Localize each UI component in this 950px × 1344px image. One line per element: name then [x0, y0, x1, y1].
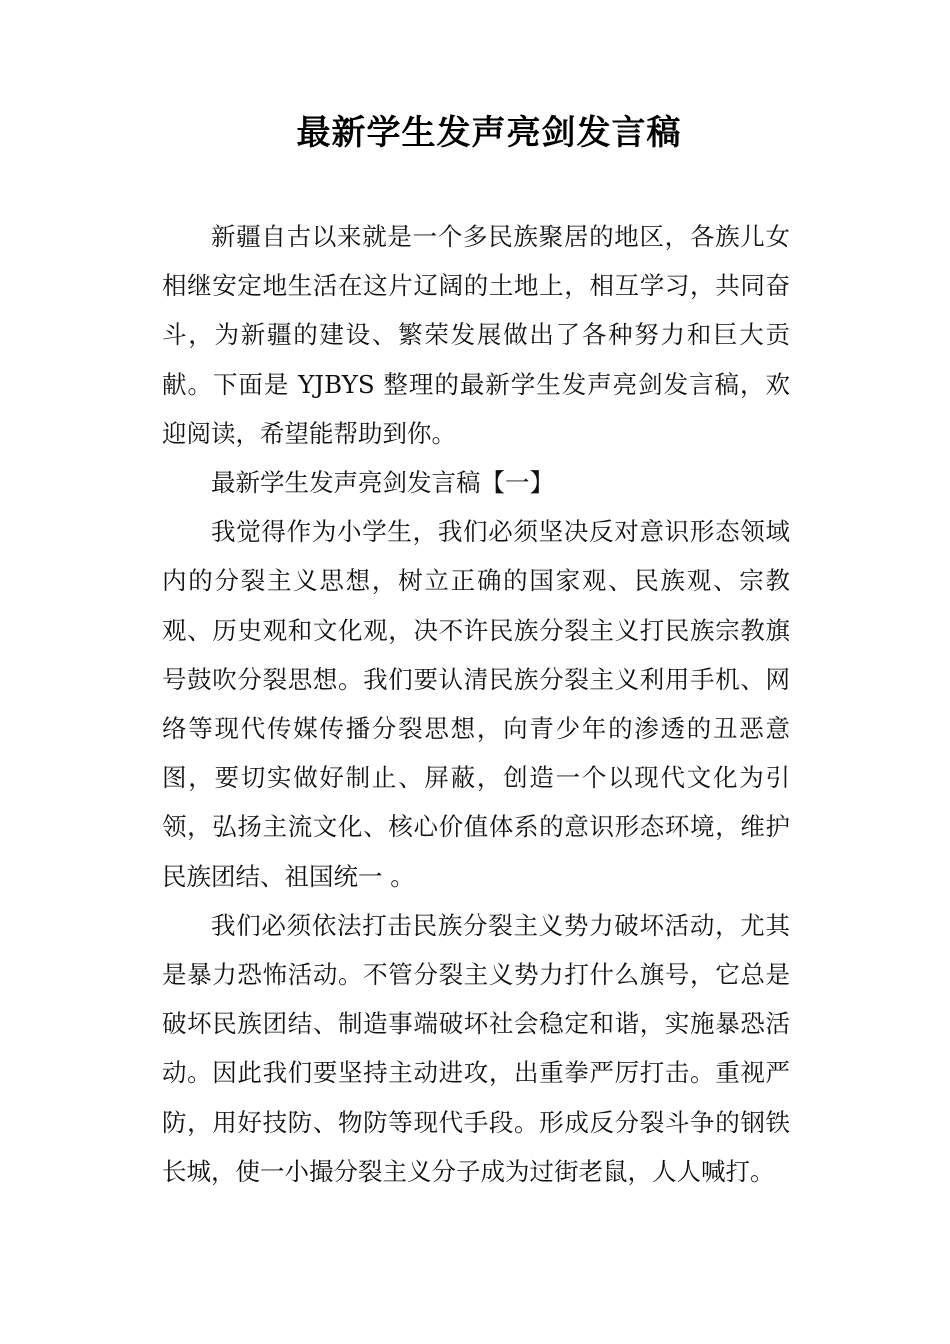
document-body	[162, 212, 790, 1196]
body-paragraph: 我觉得作为小学生，我们必须坚决反对意识形态领域内的分裂主义思想，树立正确的国家观、民族观、宗教观、历史观和文化观，决不许民族分裂主义打民族宗教旗号鼓吹分裂思想。我们要认清民族分裂主义利用手机、网络等现代传媒传播分裂思想，向青少年的渗透的丑恶意图，要切实做好制止、屏蔽，创造一个以现代文化为引领，弘扬主流文化、核心价值体系的意识形态环境，维护民族团结、祖国统一 。	[162, 517, 790, 891]
body-paragraph: 我们必须依法打击民族分裂主义势力破坏活动，尤其是暴力恐怖活动。不管分裂主义势力打什么旗号，它总是破坏民族团结、制造事端破坏社会稳定和谐，实施暴恐活动。因此我们要坚持主动进攻，出重拳严厉打击。重视严防，用好技防、物防等现代手段。形成反分裂斗争的钢铁长城，使一小撮分裂主义分子成为过街老鼠，人人喊打。	[162, 910, 790, 1186]
section-heading: 最新学生发声亮剑发言稿【一】	[211, 468, 554, 498]
intro-paragraph: 新疆自古以来就是一个多民族聚居的地区，各族儿女相继安定地生活在这片辽阔的土地上，相互学习，共同奋斗，为新疆的建设、繁荣发展做出了各种努力和巨大贡献。下面是 YJBYS 整理的最新学生发声亮剑发言稿，欢迎阅读，希望能帮助到你。	[162, 222, 790, 448]
document-title: 最新学生发声亮剑发言稿	[296, 112, 682, 153]
